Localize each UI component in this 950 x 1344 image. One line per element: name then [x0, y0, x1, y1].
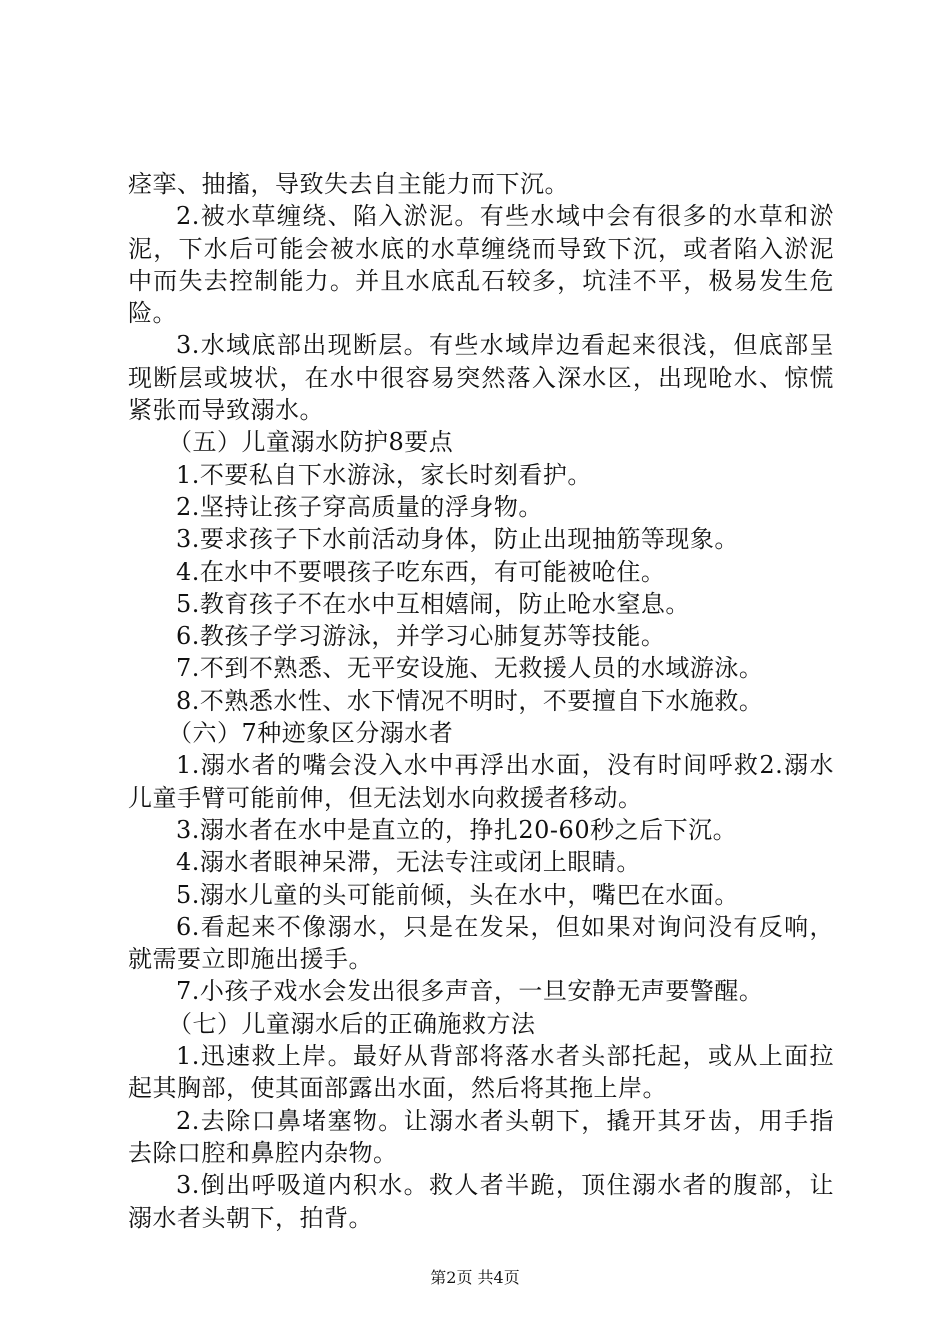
list-item: 4.在水中不要喂孩子吃东西，有可能被呛住。 — [176, 557, 666, 586]
paragraph: 痉挛、抽搐，导致失去自主能力而下沉。 — [128, 170, 569, 198]
section-heading: （七）儿童溺水后的正确施救方法 — [168, 1009, 536, 1038]
list-item: 1.不要私自下水游泳，家长时刻看护。 — [176, 460, 592, 489]
list-item: 8.不熟悉水性、水下情况不明时，不要擅自下水施救。 — [176, 686, 764, 715]
list-item: 2.坚持让孩子穿高质量的浮身物。 — [176, 492, 543, 521]
list-item: 6.教孩子学习游泳，并学习心肺复苏等技能。 — [176, 622, 666, 651]
list-item: 7.小孩子戏水会发出很多声音，一旦安静无声要警醒。 — [176, 977, 764, 1006]
list-item: 2.去除口鼻堵塞物。让溺水者头朝下，撬开其牙齿，用手指去除口腔和鼻腔内杂物。 — [128, 1106, 834, 1167]
list-item: 1.迅速救上岸。最好从背部将落水者头部托起，或从上面拉起其胸部，使其面部露出水面，然后将其拖上岸。 — [128, 1042, 834, 1103]
list-item: 7.不到不熟悉、无平安设施、无救援人员的水域游泳。 — [176, 654, 764, 683]
list-item: 1.溺水者的嘴会没入水中再浮出水面，没有时间呼救2.溺水儿童手臂可能前伸，但无法划水向救援者移动。 — [128, 751, 834, 812]
list-item: 3.要求孩子下水前活动身体，防止出现抽筋等现象。 — [176, 525, 739, 554]
list-item: 6.看起来不像溺水，只是在发呆，但如果对询问没有反响，就需要立即施出援手。 — [128, 912, 834, 974]
list-item: 5.溺水儿童的头可能前倾，头在水中，嘴巴在水面。 — [176, 880, 739, 909]
paragraph: 2.被水草缠绕、陷入淤泥。有些水域中会有很多的水草和淤泥，下水后可能会被水底的水草缠绕而导致下沉，或者陷入淤泥中而失去控制能力。并且水底乱石较多，坑洼不平，极易发生危险。 — [128, 202, 834, 328]
section-heading: （六）7种迹象区分溺水者 — [168, 719, 454, 748]
list-item: 3.溺水者在水中是直立的，挣扎20-60秒之后下沉。 — [176, 815, 738, 844]
section-heading: （五）儿童溺水防护8要点 — [168, 428, 454, 457]
paragraph: 3.水域底部出现断层。有些水域岸边看起来很浅，但底部呈现断层或坡状，在水中很容易突然落入深水区，出现呛水、惊慌紧张而导致溺水。 — [128, 331, 834, 425]
body-text — [128, 168, 834, 1234]
page-footer: 第2页 共4页 — [430, 1268, 520, 1287]
list-item: 3.倒出呼吸道内积水。救人者半跪，顶住溺水者的腹部，让溺水者头朝下，拍背。 — [128, 1171, 834, 1232]
list-item: 4.溺水者眼神呆滞，无法专注或闭上眼睛。 — [176, 848, 641, 877]
list-item: 5.教育孩子不在水中互相嬉闹，防止呛水窒息。 — [176, 589, 690, 618]
